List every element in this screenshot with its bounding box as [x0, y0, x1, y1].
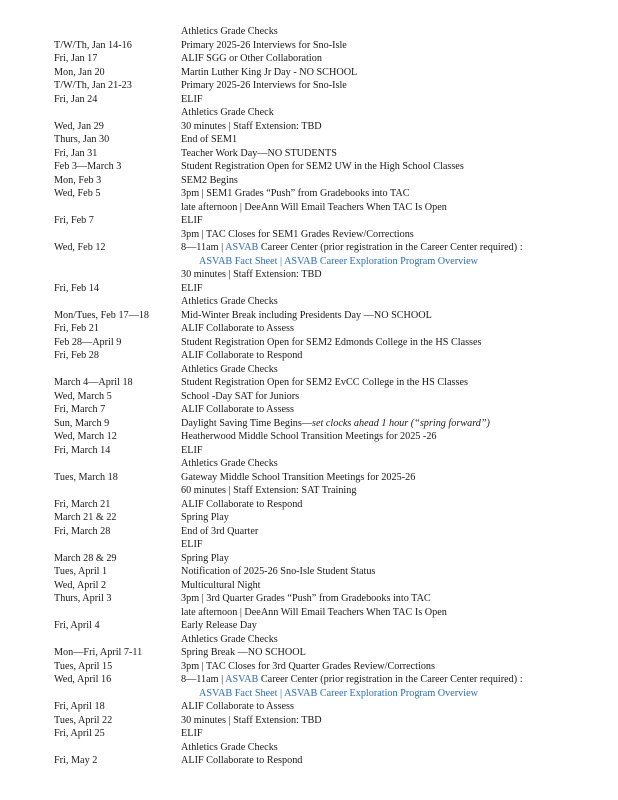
schedule-row: [54, 376, 614, 390]
event-text: Athletics Grade Checks: [181, 296, 278, 307]
row-event: [181, 727, 614, 741]
schedule-row: [54, 552, 614, 566]
row-date: March 28 & 29: [54, 552, 117, 564]
schedule-row: [54, 525, 614, 539]
schedule-row: [54, 754, 614, 768]
schedule-row: [54, 241, 614, 255]
row-event: [181, 457, 614, 471]
event-text: ALIF SGG or Other Collaboration: [181, 53, 322, 64]
row-date: T/W/Th, Jan 14-16: [54, 39, 132, 51]
row-event: [181, 444, 614, 458]
schedule-row: [54, 619, 614, 633]
schedule-row: [54, 93, 614, 107]
schedule-row: [54, 457, 614, 471]
row-date: [54, 201, 181, 215]
event-text: ALIF Collaborate to Assess: [181, 323, 294, 334]
row-date: Fri, March 14: [54, 444, 111, 456]
schedule-row: [54, 660, 614, 674]
schedule-row: [54, 633, 614, 647]
row-event: [181, 93, 614, 107]
row-date: Fri, May 2: [54, 755, 98, 766]
schedule-row: [54, 430, 614, 444]
event-time: 8—11am |: [181, 242, 226, 253]
row-date: [54, 255, 181, 269]
schedule-row: [54, 255, 614, 269]
event-text: End of 3rd Quarter: [181, 525, 259, 537]
event-text: Spring Play: [181, 552, 229, 564]
row-event: [181, 633, 614, 647]
row-event: [181, 147, 614, 161]
event-text: 3pm | 3rd Quarter Grades “Push” from Gradebooks into TAC: [181, 593, 431, 604]
asvab-link[interactable]: ASVAB: [225, 242, 259, 253]
event-text: Student Registration Open for SEM2 UW in the High School Classes: [181, 161, 464, 172]
row-event: [181, 160, 614, 174]
row-event: [181, 322, 614, 336]
row-date: Fri, March 7: [54, 404, 106, 415]
schedule-row: [54, 511, 614, 525]
event-text: 30 minutes | Staff Extension: TBD: [181, 120, 322, 132]
schedule-row: [54, 471, 614, 485]
link-separator: |: [277, 687, 285, 699]
event-text: ELIF: [181, 728, 203, 739]
event-text: ELIF: [181, 444, 203, 456]
row-event: [181, 363, 614, 377]
row-date: Fri, March 28: [54, 525, 111, 537]
row-date: [54, 538, 181, 552]
event-text: Athletics Grade Check: [181, 107, 274, 118]
asvab-program-overview-link[interactable]: ASVAB Career Exploration Program Overview: [284, 255, 478, 267]
schedule-row: [54, 214, 614, 228]
row-event: [181, 295, 614, 309]
row-date: [54, 457, 181, 471]
event-text: Primary 2025-26 Interviews for Sno-Isle: [181, 39, 347, 51]
row-date: Wed, Jan 29: [54, 120, 104, 132]
row-event: [181, 511, 614, 525]
schedule-table: [54, 25, 614, 768]
schedule-row: [54, 349, 614, 363]
row-event: [181, 484, 614, 498]
row-date: Thurs, Jan 30: [54, 134, 110, 145]
event-text: 60 minutes | Staff Extension: SAT Training: [181, 485, 357, 496]
schedule-row: [54, 484, 614, 498]
event-text: Multicultural Night: [181, 579, 261, 591]
event-text: Spring Break —NO SCHOOL: [181, 647, 306, 658]
event-text: Early Release Day: [181, 620, 257, 631]
row-event: [181, 700, 614, 714]
schedule-row: [54, 322, 614, 336]
row-event: [181, 52, 614, 66]
row-date: Feb 28—April 9: [54, 336, 122, 348]
row-event: [181, 66, 614, 80]
row-date: [54, 633, 181, 647]
event-text: SEM2 Begins: [181, 174, 238, 186]
row-event: [181, 106, 614, 120]
schedule-row: [54, 282, 614, 296]
row-event: [181, 606, 614, 620]
event-text: 3pm | TAC Closes for SEM1 Grades Review/Corrections: [181, 228, 414, 240]
event-text: Mid-Winter Break including Presidents Day —NO SCHOOL: [181, 309, 432, 321]
row-date: [54, 295, 181, 309]
row-event: [181, 390, 614, 404]
schedule-row: [54, 336, 614, 350]
event-text: 30 minutes | Staff Extension: TBD: [181, 714, 322, 726]
schedule-row: [54, 133, 614, 147]
row-date: Thurs, April 3: [54, 593, 112, 604]
row-event: [181, 39, 614, 53]
row-date: Tues, April 22: [54, 714, 113, 726]
row-event: [181, 673, 614, 687]
schedule-row: [54, 201, 614, 215]
schedule-row: [54, 39, 614, 53]
event-text: late afternoon | DeeAnn Will Email Teachers When TAC Is Open: [181, 201, 447, 213]
event-text: Teacher Work Day—NO STUDENTS: [181, 147, 337, 159]
schedule-row: [54, 714, 614, 728]
row-event: [181, 592, 614, 606]
schedule-row: [54, 25, 614, 39]
row-date: [54, 363, 181, 377]
row-date: March 4—April 18: [54, 377, 133, 388]
row-event: [181, 336, 614, 350]
row-date: Tues, April 15: [54, 660, 113, 672]
event-time: 8—11am |: [181, 674, 226, 685]
row-event: [181, 309, 614, 323]
row-event: [181, 619, 614, 633]
row-date: Fri, Jan 24: [54, 93, 98, 105]
schedule-row: [54, 592, 614, 606]
event-text: Spring Play: [181, 512, 229, 523]
asvab-link[interactable]: ASVAB: [225, 674, 259, 685]
row-date: Fri, Feb 28: [54, 350, 99, 361]
event-text: ELIF: [181, 215, 203, 226]
row-date: [54, 741, 181, 755]
schedule-row: [54, 66, 614, 80]
row-date: Mon, Feb 3: [54, 174, 102, 186]
event-text: End of SEM1: [181, 134, 238, 145]
link-separator: |: [277, 255, 285, 267]
row-date: Fri, Jan 17: [54, 53, 98, 64]
event-text: Athletics Grade Checks: [181, 363, 278, 375]
row-event: [181, 417, 614, 431]
event-text: ELIF: [181, 282, 203, 294]
schedule-row: [54, 673, 614, 687]
row-date: Wed, Feb 5: [54, 188, 101, 199]
row-date: Fri, April 25: [54, 728, 105, 739]
row-date: [54, 25, 181, 39]
row-date: Sun, March 9: [54, 417, 110, 429]
row-event: [181, 214, 614, 228]
event-text: ALIF Collaborate to Respond: [181, 350, 303, 361]
row-date: Fri, April 4: [54, 620, 100, 631]
row-event: [181, 565, 614, 579]
row-event: [181, 282, 614, 296]
event-text: 3pm | SEM1 Grades “Push” from Gradebooks into TAC: [181, 188, 410, 199]
event-text: Notification of 2025-26 Sno-Isle Student Status: [181, 566, 376, 577]
event-text: Primary 2025-26 Interviews for Sno-Isle: [181, 80, 347, 91]
row-date: Tues, April 1: [54, 566, 108, 577]
schedule-row: [54, 160, 614, 174]
schedule-row: [54, 363, 614, 377]
row-event: [181, 430, 614, 444]
event-text: 3pm | TAC Closes for 3rd Quarter Grades Review/Corrections: [181, 660, 435, 672]
row-date: Mon, Jan 20: [54, 66, 105, 78]
event-text: Athletics Grade Checks: [181, 458, 278, 469]
event-text: ELIF: [181, 539, 203, 550]
schedule-row: [54, 147, 614, 161]
schedule-row: [54, 700, 614, 714]
schedule-row: [54, 309, 614, 323]
schedule-row: [54, 417, 614, 431]
event-text: Daylight Saving Time Begins—: [181, 417, 313, 429]
row-date: March 21 & 22: [54, 512, 117, 523]
row-event: [181, 403, 614, 417]
event-text: ALIF Collaborate to Respond: [181, 755, 303, 766]
schedule-row: [54, 579, 614, 593]
row-date: [54, 606, 181, 620]
row-date: Fri, Jan 31: [54, 147, 98, 159]
row-event: [181, 25, 614, 39]
row-date: Fri, Feb 14: [54, 282, 99, 294]
schedule-row: [54, 174, 614, 188]
row-date: Tues, March 18: [54, 471, 118, 483]
row-date: Fri, March 21: [54, 498, 111, 510]
row-event: [181, 349, 614, 363]
row-event: [181, 687, 614, 701]
event-text: 30 minutes | Staff Extension: TBD: [181, 269, 322, 280]
row-event: [181, 201, 614, 215]
event-text: ALIF Collaborate to Assess: [181, 701, 294, 712]
row-date: Feb 3—March 3: [54, 161, 122, 172]
event-description: Career Center (prior registration in the Career Center required) :: [258, 242, 523, 253]
schedule-row: [54, 106, 614, 120]
row-event: [181, 552, 614, 566]
row-date: [54, 106, 181, 120]
row-date: Fri, Feb 7: [54, 215, 94, 226]
schedule-row: [54, 228, 614, 242]
row-date: Wed, March 12: [54, 431, 117, 442]
row-event: [181, 741, 614, 755]
event-text: Heatherwood Middle School Transition Meetings for 2025 -26: [181, 431, 437, 442]
event-description: Career Center (prior registration in the Career Center required) :: [258, 674, 523, 685]
row-event: [181, 660, 614, 674]
schedule-row: [54, 741, 614, 755]
event-text: late afternoon | DeeAnn Will Email Teachers When TAC Is Open: [181, 606, 447, 618]
row-event: [181, 471, 614, 485]
schedule-row: [54, 390, 614, 404]
row-event: [181, 498, 614, 512]
schedule-row: [54, 295, 614, 309]
schedule-row: [54, 565, 614, 579]
row-date: Fri, Feb 21: [54, 323, 99, 334]
row-event: [181, 241, 614, 255]
row-event: [181, 255, 614, 269]
row-date: Wed, April 16: [54, 674, 112, 685]
row-event: [181, 714, 614, 728]
schedule-row: [54, 646, 614, 660]
schedule-row: [54, 187, 614, 201]
row-date: Mon—Fri, April 7-11: [54, 647, 143, 658]
event-note: set clocks ahead 1 hour (“spring forward”): [312, 417, 490, 429]
event-text: Athletics Grade Checks: [181, 741, 278, 753]
row-date: [54, 228, 181, 242]
schedule-row: [54, 120, 614, 134]
schedule-row: [54, 444, 614, 458]
schedule-row: [54, 498, 614, 512]
schedule-row: [54, 79, 614, 93]
row-event: [181, 646, 614, 660]
event-text: ALIF Collaborate to Respond: [181, 498, 303, 510]
schedule-row: [54, 687, 614, 701]
row-event: [181, 376, 614, 390]
event-text: Gateway Middle School Transition Meetings for 2025-26: [181, 471, 416, 483]
row-date: Wed, March 5: [54, 390, 112, 402]
schedule-row: [54, 606, 614, 620]
asvab-program-overview-link[interactable]: ASVAB Career Exploration Program Overview: [284, 687, 478, 699]
row-event: [181, 754, 614, 768]
row-event: [181, 187, 614, 201]
row-event: [181, 174, 614, 188]
row-event: [181, 133, 614, 147]
event-text: Student Registration Open for SEM2 Edmonds College in the HS Classes: [181, 336, 482, 348]
schedule-row: [54, 538, 614, 552]
row-date: [54, 268, 181, 282]
schedule-row: [54, 727, 614, 741]
event-text: ELIF: [181, 93, 203, 105]
asvab-fact-sheet-link[interactable]: ASVAB Fact Sheet: [199, 255, 278, 267]
schedule-row: [54, 268, 614, 282]
row-event: [181, 228, 614, 242]
row-date: Fri, April 18: [54, 701, 105, 712]
row-date: [54, 687, 181, 701]
row-date: Mon/Tues, Feb 17—18: [54, 309, 150, 321]
event-text: Student Registration Open for SEM2 EvCC College in the HS Classes: [181, 377, 468, 388]
event-text: School -Day SAT for Juniors: [181, 390, 300, 402]
row-date: [54, 484, 181, 498]
schedule-row: [54, 403, 614, 417]
row-event: [181, 579, 614, 593]
row-event: [181, 79, 614, 93]
event-text: Athletics Grade Checks: [181, 26, 278, 37]
row-date: T/W/Th, Jan 21-23: [54, 80, 132, 91]
event-text: Athletics Grade Checks: [181, 633, 278, 645]
row-event: [181, 538, 614, 552]
event-text: ALIF Collaborate to Assess: [181, 404, 294, 415]
event-text: Martin Luther King Jr Day - NO SCHOOL: [181, 66, 358, 78]
schedule-row: [54, 52, 614, 66]
asvab-fact-sheet-link[interactable]: ASVAB Fact Sheet: [199, 687, 278, 699]
row-event: [181, 268, 614, 282]
row-event: [181, 120, 614, 134]
row-date: Wed, Feb 12: [54, 242, 106, 253]
row-event: [181, 525, 614, 539]
row-date: Wed, April 2: [54, 579, 107, 591]
